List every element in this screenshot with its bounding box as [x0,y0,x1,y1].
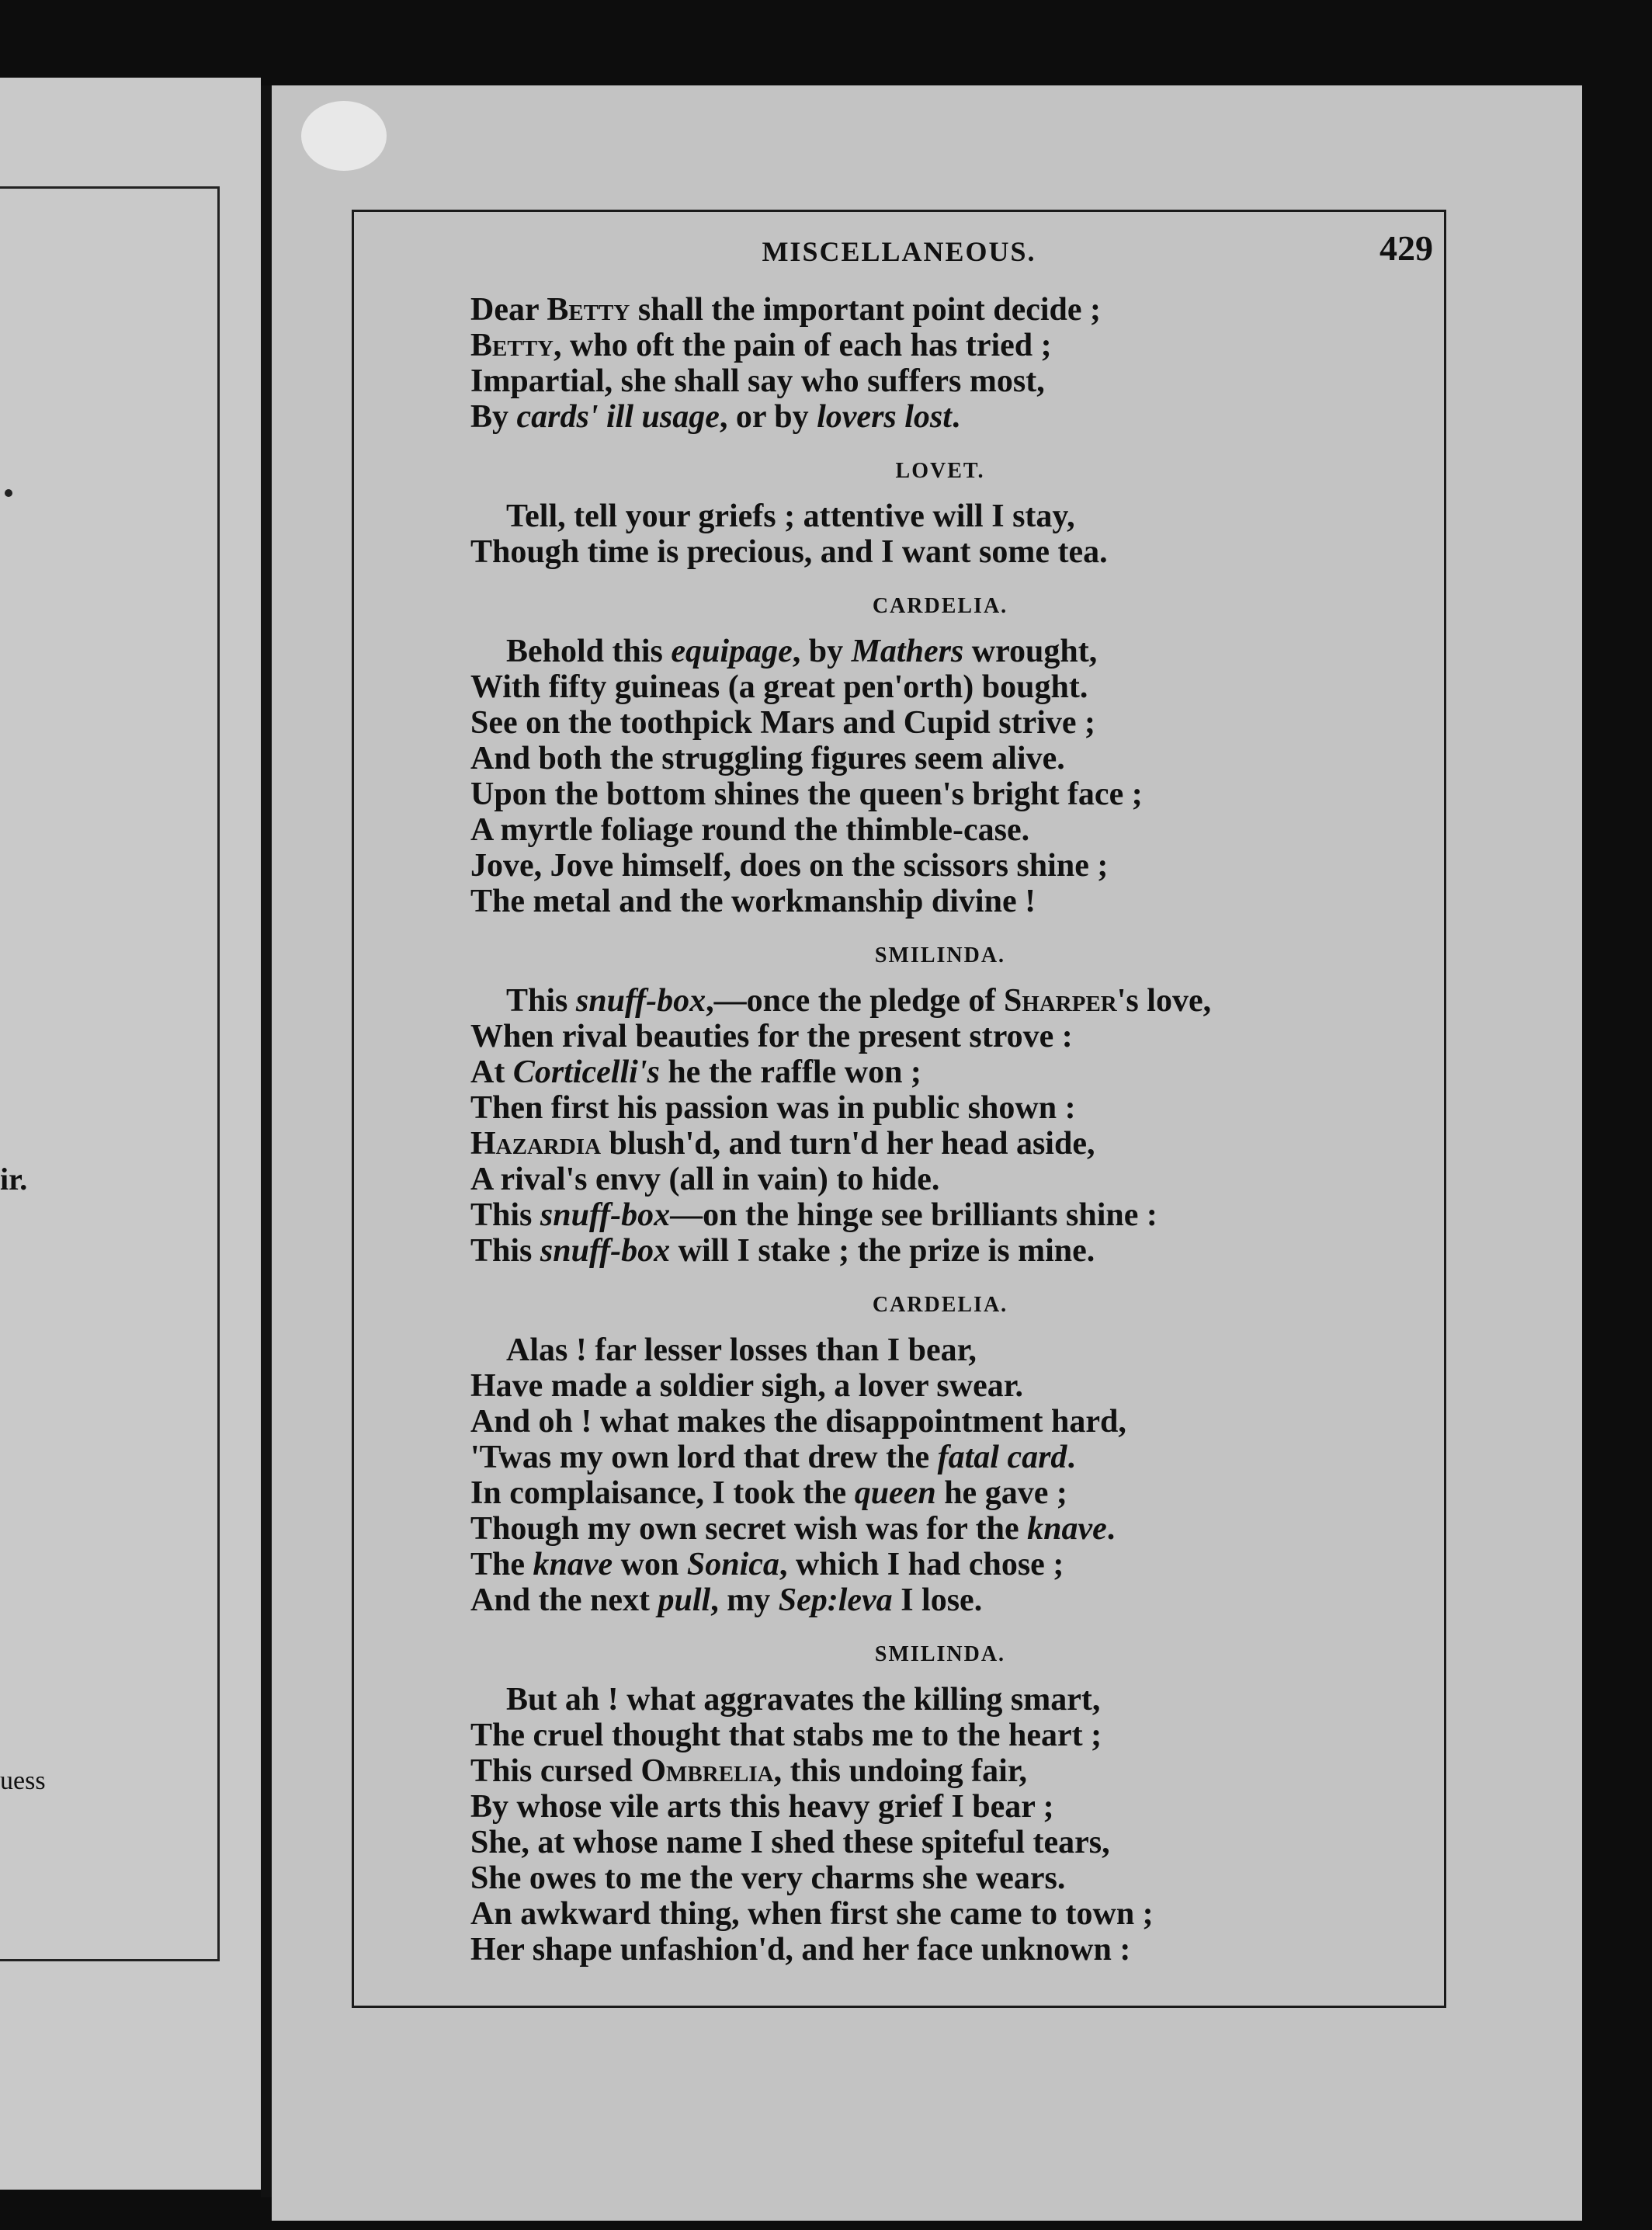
italic-text: pull [658,1582,711,1618]
verse-line: Hazardia blush'd, and turn'd her head aside, [470,1126,1095,1162]
speaker-heading: CARDELIA. [872,1293,1008,1317]
italic-text: snuff-box [575,983,706,1019]
stanza [470,1332,1340,1618]
verse-line: The metal and the workmanship divine ! [470,884,1036,919]
speaker-heading: CARDELIA. [872,594,1008,618]
verse-line: She, at whose name I shed these spiteful tears, [470,1825,1110,1860]
verse-line: Her shape unfashion'd, and her face unknown : [470,1932,1131,1968]
verse-line: This snuff-box will I stake ; the prize is mine. [470,1233,1095,1269]
verse-line: 'Twas my own lord that drew the fatal card. [470,1440,1075,1475]
small-caps-name: Ombrelia [640,1753,774,1789]
italic-text: knave [1027,1511,1107,1547]
poem-body [470,292,1340,1968]
small-caps-name: Hazardia [470,1126,602,1162]
verse-line: Tell, tell your griefs ; attentive will I stay, [506,498,1075,534]
verse-line: The cruel thought that stabs me to the heart ; [470,1718,1102,1753]
verse-line: This snuff-box,—once the pledge of Sharper's love, [506,983,1212,1019]
running-head: MISCELLANEOUS. [762,236,1036,267]
verse-line: By cards' ill usage, or by lovers lost. [470,399,960,435]
page-number: 429 [1380,228,1433,268]
italic-text: cards' ill usage [516,399,720,435]
verse-line: And both the struggling figures seem alive. [470,741,1065,776]
italic-text: Corticelli's [512,1054,660,1090]
stanza [470,1682,1340,1968]
right-page [272,85,1582,2221]
stanza [470,634,1340,919]
speaker-heading: LOVET. [895,459,985,483]
verse-line: Behold this equipage, by Mathers wrought, [506,634,1098,669]
speaker-heading: SMILINDA. [874,1642,1006,1666]
verse-line: Upon the bottom shines the queen's bright face ; [470,776,1143,812]
left-page-frame [0,186,220,1961]
verse-line: Alas ! far lesser losses than I bear, [506,1332,977,1368]
verse-line: And oh ! what makes the disappointment hard, [470,1404,1126,1440]
verse-line: She owes to me the very charms she wears. [470,1860,1066,1896]
left-page-mark [5,489,12,497]
italic-text: Sep:leva [778,1582,893,1618]
left-page-fragment: uess [0,1766,46,1795]
paper-stain [301,101,387,171]
verse-line: A rival's envy (all in vain) to hide. [470,1162,940,1197]
italic-text: lovers lost [817,399,952,435]
italic-text: snuff-box [540,1197,671,1233]
verse-line: Have made a soldier sigh, a lover swear. [470,1368,1024,1404]
book-gutter [261,85,272,2197]
speaker-heading: SMILINDA. [874,943,1006,967]
verse-line: An awkward thing, when first she came to town ; [470,1896,1154,1932]
italic-text: knave [533,1547,613,1582]
verse-line: Impartial, she shall say who suffers most, [470,363,1045,399]
verse-line: By whose vile arts this heavy grief I bear ; [470,1789,1054,1825]
verse-line: When rival beauties for the present strove : [470,1019,1073,1054]
verse-line: Though time is precious, and I want some tea. [470,534,1108,570]
verse-line: At Corticelli's he the raffle won ; [470,1054,921,1090]
verse-line: Jove, Jove himself, does on the scissors shine ; [470,848,1109,884]
small-caps-name: Betty [547,292,630,328]
stanza [470,498,1340,570]
italic-text: Mathers [851,634,964,669]
verse-line: Dear Betty shall the important point decide ; [470,292,1102,328]
italic-text: queen [854,1475,936,1511]
italic-text: Sonica [686,1547,779,1582]
stanza [470,983,1340,1269]
left-page [0,78,261,2190]
verse-line: Though my own secret wish was for the knave. [470,1511,1116,1547]
verse-line: With fifty guineas (a great pen'orth) bought. [470,669,1088,705]
verse-line: This snuff-box—on the hinge see brilliants shine : [470,1197,1157,1233]
small-caps-name: Sharper [1003,983,1117,1019]
verse-line: In complaisance, I took the queen he gave ; [470,1475,1067,1511]
small-caps-name: Betty [470,328,554,363]
italic-text: fatal card [937,1440,1067,1475]
verse-line: But ah ! what aggravates the killing smart, [506,1682,1101,1718]
stanza [470,292,1340,435]
verse-line: Then first his passion was in public shown : [470,1090,1076,1126]
verse-line: See on the toothpick Mars and Cupid strive ; [470,705,1096,741]
italic-text: equipage [671,634,793,669]
verse-line: A myrtle foliage round the thimble-case. [470,812,1030,848]
verse-line: Betty, who oft the pain of each has tried ; [470,328,1052,363]
verse-line: And the next pull, my Sep:leva I lose. [470,1582,983,1618]
verse-line: This cursed Ombrelia, this undoing fair, [470,1753,1028,1789]
left-page-fragment: ir. [0,1162,28,1197]
page-frame [352,210,1446,2008]
verse-line: The knave won Sonica, which I had chose ; [470,1547,1064,1582]
italic-text: snuff-box [540,1233,671,1269]
